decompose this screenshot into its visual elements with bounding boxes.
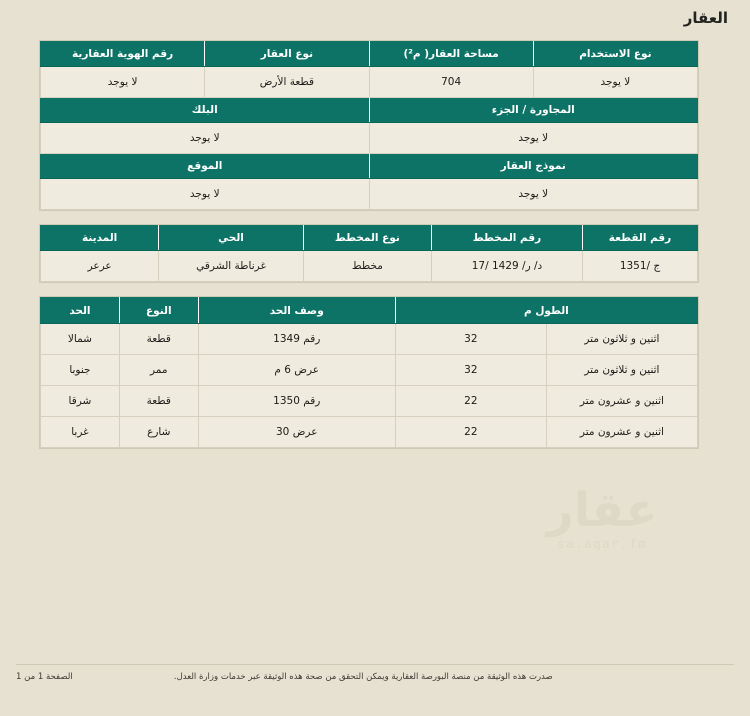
value-length-text: اثنين و عشرون متر — [546, 417, 697, 448]
table-row — [41, 67, 698, 98]
value-length-number: 32 — [395, 355, 546, 386]
value-neighborhood-part: لا يوجد — [369, 123, 698, 154]
value-usage-type: لا يوجد — [533, 67, 697, 98]
value-boundary-type: شارع — [119, 417, 198, 448]
header-property-model: نموذج العقار — [369, 154, 698, 179]
value-boundary: شرقا — [41, 386, 120, 417]
value-plan-type: مخطط — [303, 251, 431, 282]
value-property-area: 704 — [369, 67, 533, 98]
property-details-table — [40, 41, 698, 210]
value-length-text: اثنين و ثلاثون متر — [546, 355, 697, 386]
page-title: العقار — [683, 9, 728, 27]
header-plan-type: نوع المخطط — [303, 226, 431, 251]
table-row — [41, 251, 698, 282]
value-length-text: اثنين و ثلاثون متر — [546, 324, 697, 355]
value-property-type: قطعة الأرض — [205, 67, 369, 98]
header-city: المدينة — [41, 226, 159, 251]
watermark-brand: عقار — [546, 483, 658, 538]
value-length-number: 22 — [395, 417, 546, 448]
table-header-row — [41, 154, 698, 179]
header-plan-number: رقم المخطط — [431, 226, 582, 251]
value-plot-number: ج /1351 — [583, 251, 698, 282]
value-property-model: لا يوجد — [369, 179, 698, 210]
header-property-type: نوع العقار — [205, 42, 369, 67]
header-property-area: مساحة العقار( م²) — [369, 42, 533, 67]
property-plan-table — [40, 225, 698, 282]
footer — [16, 672, 734, 682]
watermark-url: sa.aqar.fm — [556, 536, 648, 551]
header-length: الطول م — [395, 298, 697, 324]
value-boundary: جنوبا — [41, 355, 120, 386]
value-boundary-type: قطعة — [119, 386, 198, 417]
value-block: لا يوجد — [41, 123, 370, 154]
table-row — [41, 417, 698, 448]
value-location: لا يوجد — [41, 179, 370, 210]
footer-note: صدرت هذه الوثيقة من منصة البورصة العقارية ويمكن التحقق من صحة هذه الوثيقة عبر خدمات وزارة العدل. — [173, 672, 553, 682]
value-boundary: شمالا — [41, 324, 120, 355]
value-city: عرعر — [41, 251, 159, 282]
value-length-number: 22 — [395, 386, 546, 417]
header-property-id: رقم الهوية العقارية — [41, 42, 205, 67]
header-boundary-description: وصف الحد — [198, 298, 395, 324]
header-usage-type: نوع الاستخدام — [533, 42, 697, 67]
header-boundary-type: النوع — [119, 298, 198, 324]
table-row — [41, 355, 698, 386]
watermark — [517, 483, 687, 551]
header-boundary: الحد — [41, 298, 120, 324]
value-boundary: غربا — [41, 417, 120, 448]
table-header-row — [41, 98, 698, 123]
value-length-text: اثنين و عشرون متر — [546, 386, 697, 417]
value-boundary-description: رقم 1349 — [198, 324, 395, 355]
footer-page-number: الصفحة 1 من 1 — [16, 672, 73, 682]
value-boundary-type: قطعة — [119, 324, 198, 355]
header-plot-number: رقم القطعة — [583, 226, 698, 251]
header-location: الموقع — [41, 154, 370, 179]
table-header-row — [41, 42, 698, 67]
header-block: البلك — [41, 98, 370, 123]
header-district: الحي — [159, 226, 304, 251]
table-row — [41, 386, 698, 417]
boundaries-table — [40, 297, 698, 448]
table-row — [41, 179, 698, 210]
table-row — [41, 123, 698, 154]
value-plan-number: د/ ر/ 1429 /17 — [431, 251, 582, 282]
value-property-id: لا يوجد — [41, 67, 205, 98]
footer-divider — [16, 664, 734, 665]
table-row — [41, 324, 698, 355]
header-neighborhood-part: المجاورة / الجزء — [369, 98, 698, 123]
value-length-number: 32 — [395, 324, 546, 355]
value-boundary-description: عرض 6 م — [198, 355, 395, 386]
value-district: غرناطة الشرقي — [159, 251, 304, 282]
value-boundary-description: رقم 1350 — [198, 386, 395, 417]
table-header-row — [41, 226, 698, 251]
value-boundary-description: عرض 30 — [198, 417, 395, 448]
value-boundary-type: ممر — [119, 355, 198, 386]
table-header-row — [41, 298, 698, 324]
